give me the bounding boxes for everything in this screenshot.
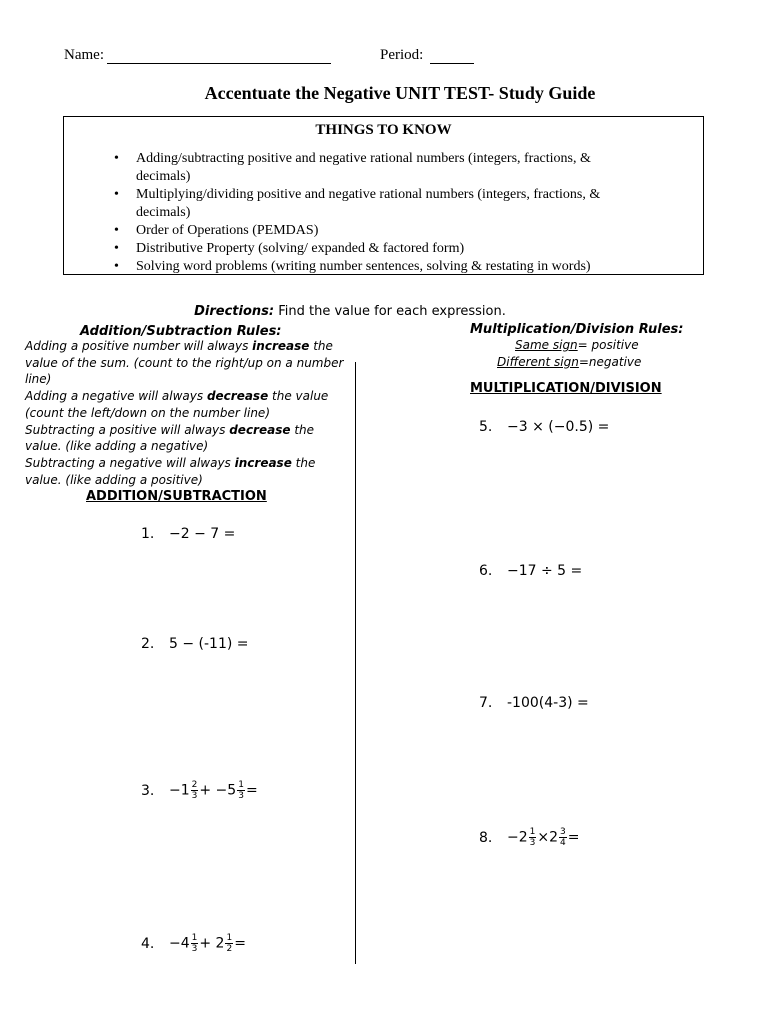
things-to-know-list — [114, 150, 636, 276]
column-divider — [355, 362, 356, 964]
name-label: Name: — [64, 47, 104, 63]
rule-text: Subtracting a positive will always decrease the value. (like adding a negative) — [25, 422, 315, 454]
bullet-icon: • — [114, 259, 119, 274]
problem-1: 1. −2 − 7 = — [141, 526, 236, 542]
problem-4: 4. −4 $\frac{1}{3}$ + 2 $\frac{1}{2}$ = — [141, 933, 246, 954]
directions-lead: Directions: — [194, 304, 275, 319]
bullet-icon: • — [114, 187, 119, 202]
problem-5: 5. −3 × (−0.5) = — [479, 419, 610, 435]
name-field-line[interactable] — [107, 63, 331, 64]
problem-3: 3. −1 $\frac{2}{3}$ + −5 $\frac{1}{3}$ = — [141, 780, 258, 801]
page-title: Accentuate the Negative UNIT TEST- Study Guide — [204, 83, 596, 103]
period-label: Period: — [380, 47, 424, 63]
fraction: $\frac{1}{3}$ — [529, 827, 536, 848]
list-item: • Order of Operations (PEMDAS) — [114, 223, 319, 238]
directions-text: Find the value for each expression. — [274, 304, 506, 319]
period-field-line[interactable] — [430, 63, 474, 64]
addition-heading: ADDITION/SUBTRACTION — [86, 489, 267, 504]
rule-text: Adding a positive number will always increase the value of the sum. (count to the right/up on a number line) — [25, 339, 344, 387]
directions — [0, 304, 700, 319]
addition-rules — [25, 338, 345, 488]
multiplication-heading: MULTIPLICATION/DIVISION — [470, 381, 662, 396]
problem-8: 8. −2 $\frac{1}{3}$ ×2 $\frac{3}{4}$ = — [479, 827, 580, 848]
rule-text: Adding a negative will always decrease the value (count the left/down on the number line) — [25, 389, 329, 420]
problem-2: 2. 5 − (-11) = — [141, 636, 249, 652]
different-sign-rule: Different sign=negative — [497, 355, 642, 369]
problem-7: 7. -100(4-3) = — [479, 695, 589, 711]
multiplication-rules-title: Multiplication/Division Rules: — [470, 322, 684, 337]
bullet-icon: • — [114, 151, 119, 166]
things-to-know-box — [63, 116, 704, 275]
same-sign-rule: Same sign= positive — [515, 338, 639, 352]
things-to-know-title: THINGS TO KNOW — [315, 122, 452, 138]
list-item: • Adding/subtracting positive and negative rational numbers (integers, fractions, & decimals) — [114, 151, 591, 184]
list-item: • Distributive Property (solving/ expanded & factored form) — [114, 241, 465, 256]
list-item: • Solving word problems (writing number sentences, solving & restating in words) — [114, 259, 591, 274]
rule-text: Subtracting a negative will always increase the value. (like adding a positive) — [25, 455, 316, 487]
fraction: $\frac{2}{3}$ — [191, 780, 198, 801]
addition-rules-title: Addition/Subtraction Rules: — [80, 324, 282, 339]
fraction: $\frac{1}{3}$ — [238, 780, 244, 801]
list-item: • Multiplying/dividing positive and negative rational numbers (integers, fractions, & decimals) — [114, 187, 601, 220]
bullet-icon: • — [114, 223, 119, 238]
fraction: $\frac{3}{4}$ — [560, 827, 566, 848]
fraction: $\frac{1}{3}$ — [191, 933, 198, 954]
bullet-icon: • — [114, 241, 119, 256]
problem-6: 6. −17 ÷ 5 = — [479, 563, 583, 579]
fraction: $\frac{1}{2}$ — [226, 933, 233, 954]
